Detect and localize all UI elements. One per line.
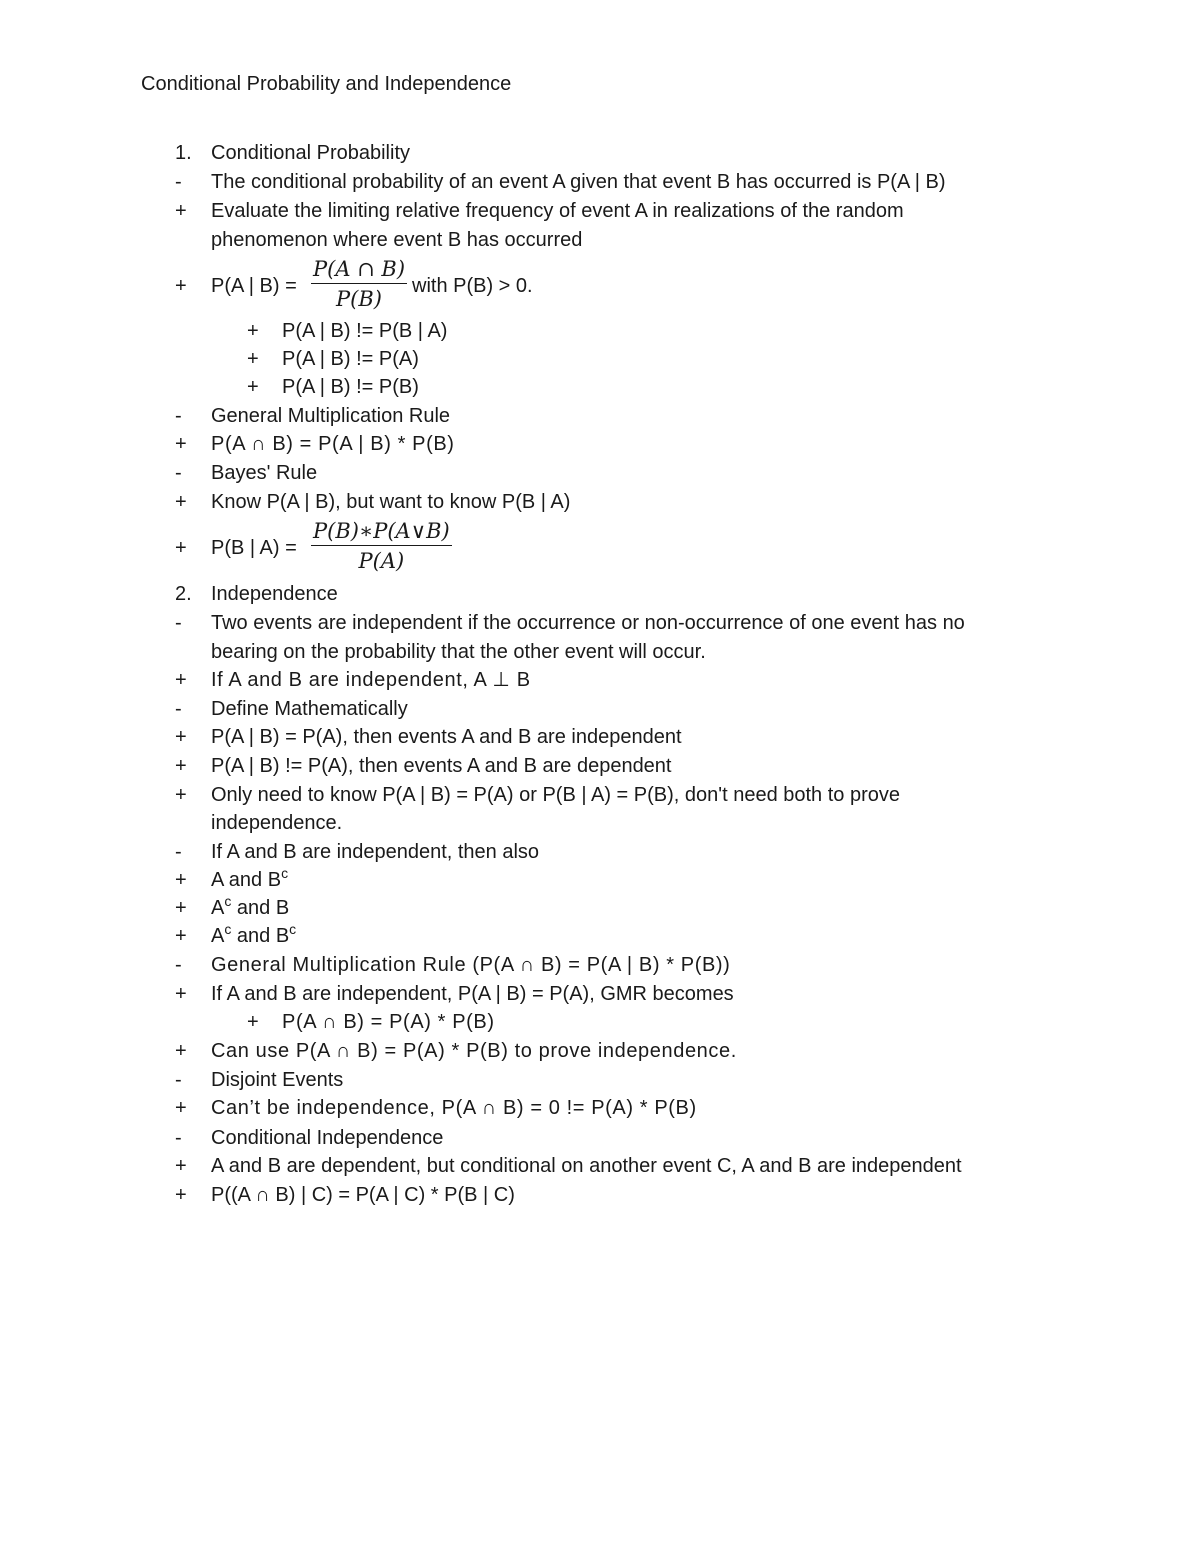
fraction bbox=[311, 517, 452, 576]
list-item-text: independence. bbox=[211, 812, 343, 834]
dash-marker: - bbox=[175, 841, 182, 863]
list-item-text: Know P(A | B), but want to know P(B | A) bbox=[211, 491, 571, 513]
plus-marker: + bbox=[175, 755, 187, 777]
list-item-text: The conditional probability of an event A given that event B has occurred is P(A | B) bbox=[211, 171, 946, 193]
list-item-text: P(A ∩ B) = P(A | B) * P(B) bbox=[211, 433, 455, 455]
fraction-denominator: P(A) bbox=[358, 549, 405, 573]
list-item bbox=[0, 866, 1200, 895]
list-item-text: P(A | B) != P(A), then events A and B are dependent bbox=[211, 755, 672, 777]
complement-superscript: c bbox=[289, 921, 297, 937]
section-title: Conditional Probability bbox=[211, 142, 411, 164]
list-item-text: A and B are dependent, but conditional on another event C, A and B are independent bbox=[211, 1155, 962, 1177]
dash-marker: - bbox=[175, 698, 182, 720]
section-heading-independence bbox=[0, 580, 1200, 609]
list-item bbox=[0, 1181, 1200, 1210]
list-item-text: P(A | B) = P(A), then events A and B are independent bbox=[211, 726, 682, 748]
plus-marker: + bbox=[175, 433, 187, 455]
plus-marker: + bbox=[175, 1097, 187, 1119]
list-item bbox=[0, 1008, 1200, 1037]
complement-superscript: c bbox=[224, 893, 232, 909]
plus-marker: + bbox=[175, 1184, 187, 1206]
list-item bbox=[0, 723, 1200, 752]
list-item-text: General Multiplication Rule (P(A ∩ B) = P(A | B) * P(B)) bbox=[211, 954, 731, 976]
dash-marker: - bbox=[175, 462, 182, 484]
dash-marker: - bbox=[175, 405, 182, 427]
document-title: Conditional Probability and Independence bbox=[141, 73, 512, 95]
dash-marker: - bbox=[175, 1069, 182, 1091]
event-text: A bbox=[211, 897, 225, 919]
list-item-continuation bbox=[0, 809, 1200, 838]
list-item-continuation bbox=[0, 226, 1200, 255]
list-item bbox=[0, 1066, 1200, 1095]
list-item-text: P(A ∩ B) = P(A) * P(B) bbox=[282, 1011, 495, 1033]
list-item bbox=[0, 402, 1200, 431]
list-item bbox=[0, 1124, 1200, 1153]
list-item-text: Conditional Independence bbox=[211, 1127, 444, 1149]
plus-marker: + bbox=[175, 784, 187, 806]
fraction-numerator: P(B)∗P(A∨B) bbox=[311, 517, 452, 546]
section-title: Independence bbox=[211, 583, 338, 605]
list-item bbox=[0, 980, 1200, 1009]
list-item-text: P(A | B) != P(B | A) bbox=[282, 320, 448, 342]
plus-marker: + bbox=[175, 669, 187, 691]
list-item bbox=[0, 609, 1200, 638]
plus-marker: + bbox=[175, 983, 187, 1005]
plus-marker: + bbox=[175, 726, 187, 748]
list-item bbox=[0, 666, 1200, 695]
list-item-text: Only need to know P(A | B) = P(A) or P(B | A) = P(B), don't need both to prove bbox=[211, 784, 900, 806]
list-item bbox=[0, 922, 1200, 951]
list-item bbox=[0, 695, 1200, 724]
complement-superscript: c bbox=[281, 865, 289, 881]
formula-lhs: P(A | B) = bbox=[211, 275, 297, 297]
list-item-text: phenomenon where event B has occurred bbox=[211, 229, 583, 251]
list-item bbox=[0, 168, 1200, 197]
list-item-text bbox=[211, 922, 296, 951]
dash-marker: - bbox=[175, 1127, 182, 1149]
list-item-text: bearing on the probability that the other event will occur. bbox=[211, 641, 706, 663]
fraction bbox=[311, 255, 407, 314]
list-item-text: Can use P(A ∩ B) = P(A) * P(B) to prove independence. bbox=[211, 1040, 737, 1062]
dash-marker: - bbox=[175, 954, 182, 976]
list-item-text: Evaluate the limiting relative frequency of event A in realizations of the random bbox=[211, 200, 904, 222]
list-item-text: If A and B are independent, P(A | B) = P(A), GMR becomes bbox=[211, 983, 734, 1005]
plus-marker: + bbox=[247, 320, 259, 342]
list-item-text: If A and B are independent, A ⊥ B bbox=[211, 669, 531, 691]
event-text: and B bbox=[231, 925, 290, 947]
event-text: A bbox=[211, 925, 225, 947]
list-item bbox=[0, 488, 1200, 517]
fraction-numerator: P(A ∩ B) bbox=[311, 255, 407, 284]
section-heading-conditional-probability bbox=[0, 139, 1200, 168]
event-text: A and B bbox=[211, 869, 282, 891]
list-item bbox=[0, 838, 1200, 867]
plus-marker: + bbox=[175, 1155, 187, 1177]
plus-marker: + bbox=[247, 1011, 259, 1033]
list-item-text: Disjoint Events bbox=[211, 1069, 344, 1091]
list-item-text: Define Mathematically bbox=[211, 698, 408, 720]
list-item-continuation bbox=[0, 638, 1200, 667]
list-item bbox=[0, 1152, 1200, 1181]
list-item-text: General Multiplication Rule bbox=[211, 405, 451, 427]
plus-marker: + bbox=[175, 491, 187, 513]
dash-marker: - bbox=[175, 612, 182, 634]
list-item-text: P(A | B) != P(B) bbox=[282, 376, 419, 398]
list-item-text: P((A ∩ B) | C) = P(A | C) * P(B | C) bbox=[211, 1184, 515, 1206]
dash-marker: - bbox=[175, 171, 182, 193]
list-item bbox=[0, 373, 1200, 402]
plus-marker: + bbox=[247, 376, 259, 398]
conditional-probability-formula bbox=[0, 255, 1200, 319]
plus-marker: + bbox=[175, 869, 187, 891]
list-item bbox=[0, 1094, 1200, 1123]
list-item bbox=[0, 345, 1200, 374]
list-item-text: P(A | B) != P(A) bbox=[282, 348, 419, 370]
list-item-text: Two events are independent if the occurrence or non-occurrence of one event has no bbox=[211, 612, 965, 634]
list-item bbox=[0, 317, 1200, 346]
event-text: and B bbox=[231, 897, 290, 919]
list-item bbox=[0, 430, 1200, 459]
list-item bbox=[0, 459, 1200, 488]
list-item-text: Can’t be independence, P(A ∩ B) = 0 != P(A) * P(B) bbox=[211, 1097, 697, 1119]
list-item-text: If A and B are independent, then also bbox=[211, 841, 540, 863]
plus-marker: + bbox=[175, 537, 187, 559]
list-item bbox=[0, 197, 1200, 226]
bayes-rule-formula bbox=[0, 517, 1200, 581]
plus-marker: + bbox=[175, 1040, 187, 1062]
list-item bbox=[0, 951, 1200, 980]
complement-superscript: c bbox=[224, 921, 232, 937]
list-item bbox=[0, 1037, 1200, 1066]
formula-condition: with P(B) > 0. bbox=[412, 275, 533, 297]
formula-lhs: P(B | A) = bbox=[211, 537, 297, 559]
plus-marker: + bbox=[175, 200, 187, 222]
fraction-denominator: P(B) bbox=[336, 287, 382, 311]
list-item bbox=[0, 752, 1200, 781]
plus-marker: + bbox=[175, 275, 187, 297]
list-item bbox=[0, 894, 1200, 923]
list-item-text bbox=[211, 866, 288, 895]
list-item bbox=[0, 781, 1200, 810]
section-number: 2. bbox=[175, 583, 192, 605]
section-number: 1. bbox=[175, 142, 192, 164]
list-item-text bbox=[211, 894, 289, 923]
plus-marker: + bbox=[175, 897, 187, 919]
plus-marker: + bbox=[175, 925, 187, 947]
list-item-text: Bayes' Rule bbox=[211, 462, 318, 484]
plus-marker: + bbox=[247, 348, 259, 370]
